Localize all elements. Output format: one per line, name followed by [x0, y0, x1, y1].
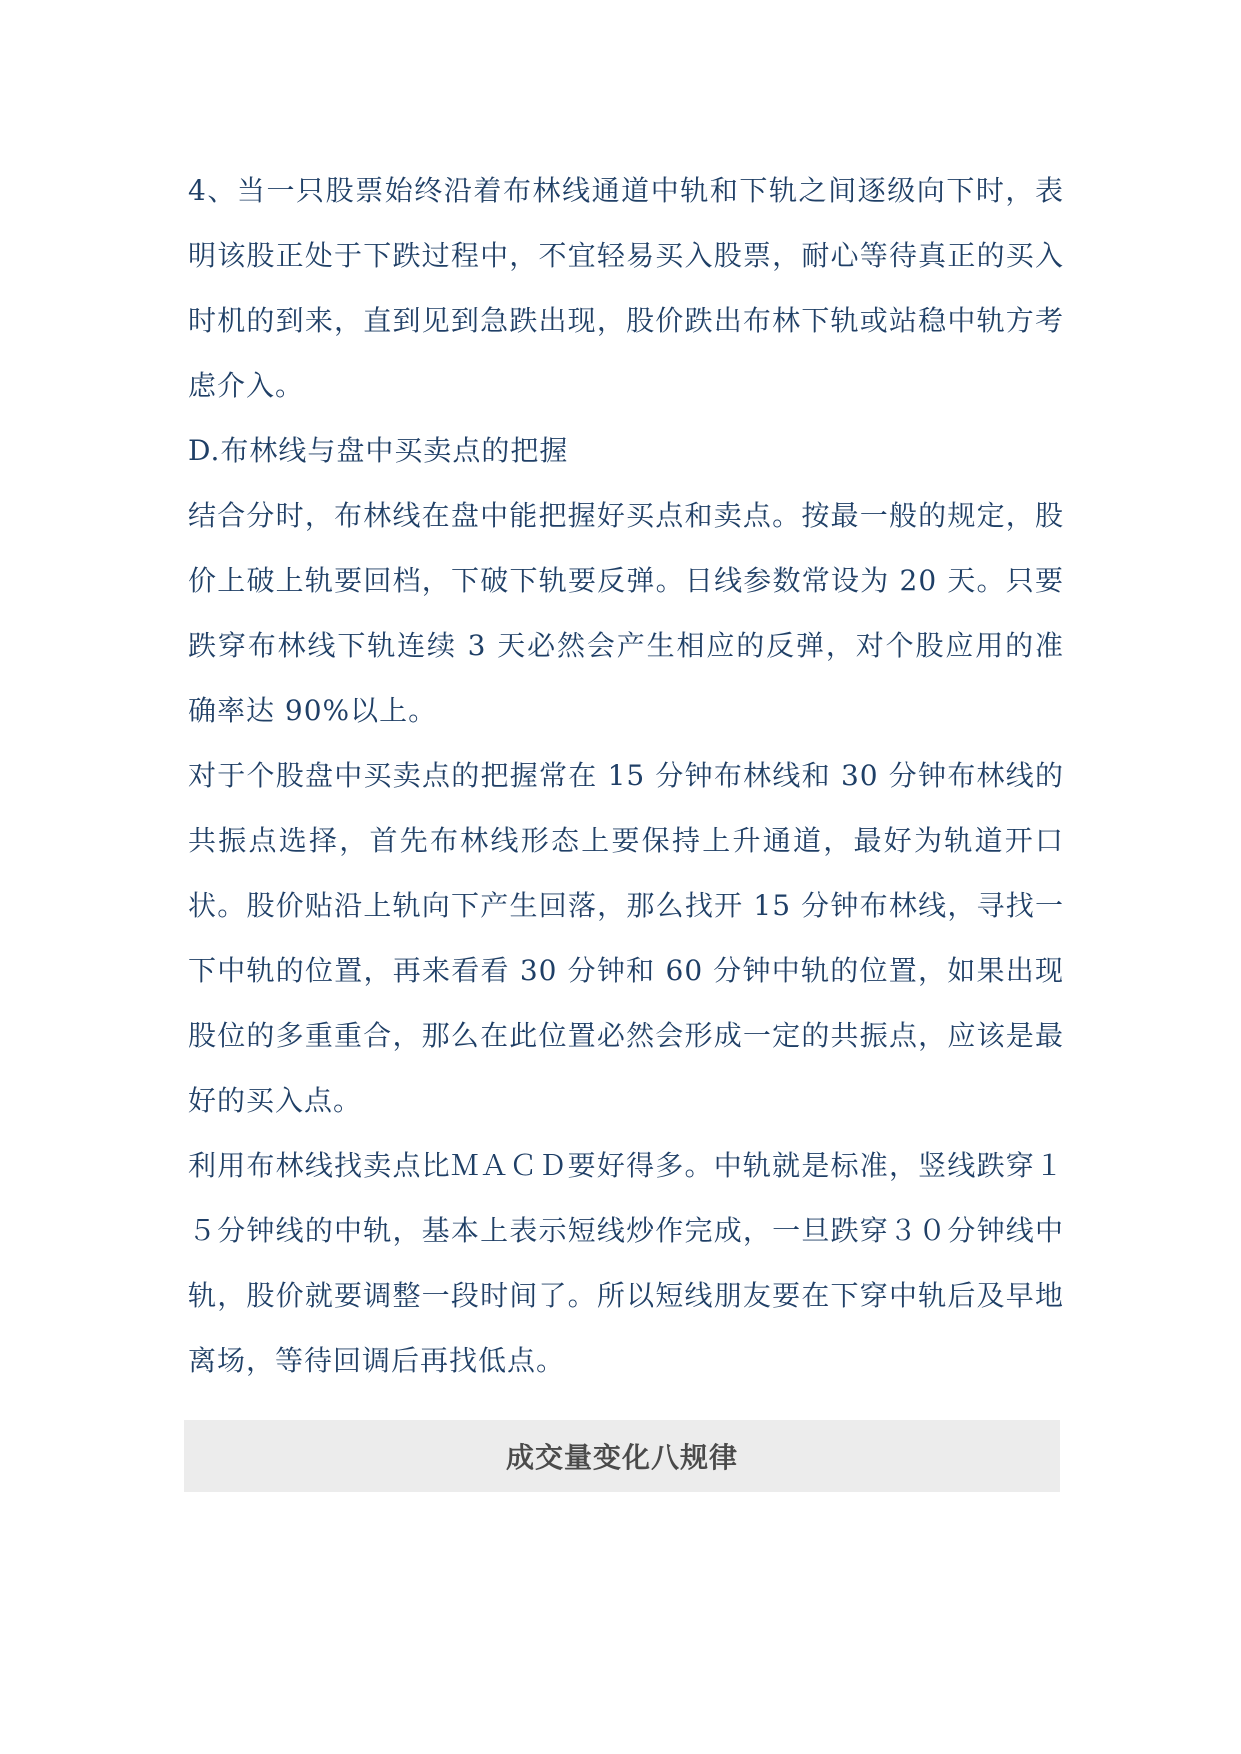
paragraph-sell-point: 利用布林线找卖点比ＭＡＣＤ要好得多。中轨就是标准，竖线跌穿１５分钟线的中轨，基本上表示短线炒作完成，一旦跌穿３０分钟线中轨，股价就要调整一段时间了。所以短线朋友要在下穿中轨后及早地离场，等待回调后再找低点。	[188, 1149, 1064, 1377]
paragraph-bollinger-downtrend: 4、当一只股票始终沿着布林线通道中轨和下轨之间逐级向下时，表明该股正处于下跌过程中，不宜轻易买入股票，耐心等待真正的买入时机的到来，直到见到急跌出现，股价跌出布林下轨或站稳中轨方考虑介入。	[188, 174, 1064, 402]
paragraph-resonance-point: 对于个股盘中买卖点的把握常在 15 分钟布林线和 30 分钟布林线的共振点选择，首先布林线形态上要保持上升通道，最好为轨道开口状。股价贴沿上轨向下产生回落，那么找开 15 分钟布林线，寻找一下中轨的位置，再来看看 30 分钟和 60 分钟中轨的位置，如果出现股位的多重重合，那么在此位置必然会形成一定的共振点，应该是最好的买入点。	[188, 759, 1064, 1117]
section-heading-title: 成交量变化八规律	[505, 1441, 738, 1474]
paragraph-subheading-intraday: D.布林线与盘中买卖点的把握	[188, 434, 569, 467]
article-body	[188, 158, 1064, 1393]
section-heading-box	[184, 1420, 1060, 1492]
paragraph-intraday-rules: 结合分时，布林线在盘中能把握好买点和卖点。按最一般的规定，股价上破上轨要回档，下破下轨要反弹。日线参数常设为 20 天。只要跌穿布林线下轨连续 3 天必然会产生相应的反弹，对个股应用的准确率达 90%以上。	[188, 499, 1064, 727]
